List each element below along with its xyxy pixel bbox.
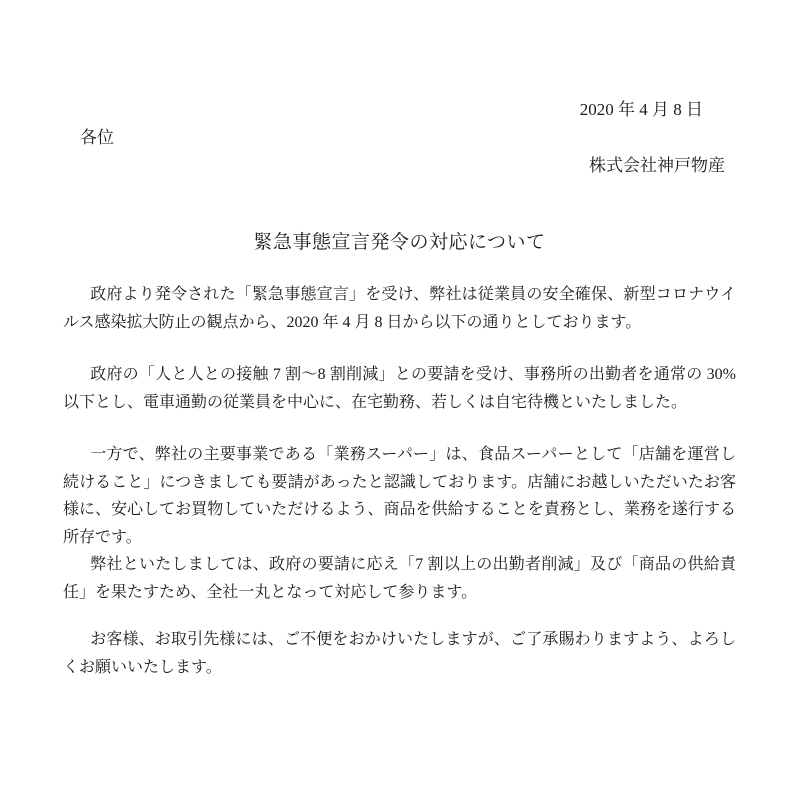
paragraph-intro: 政府より発令された「緊急事態宣言」を受け、弊社は従業員の安全確保、新型コロナウイルス感染拡大防止の観点から、2020 年 4 月 8 日から以下の通りとしております。 <box>63 286 736 331</box>
document-title: 緊急事態宣言発令の対応について <box>253 232 546 253</box>
paragraph-company-commitment: 弊社といたしましては、政府の要請に応え「7 割以上の出勤者削減」及び「商品の供給責任」を果たすため、全社一丸となって対応して参ります。 <box>63 556 736 601</box>
recipient-line: 各位 <box>80 128 114 147</box>
date-line: 2020 年 4 月 8 日 <box>579 100 703 119</box>
company-name: 株式会社神戸物産 <box>589 156 725 175</box>
paragraph-office-attendance: 政府の「人と人との接触 7 割～8 割削減」との要請を受け、事務所の出勤者を通常の 30%以下とし、電車通勤の従業員を中心に、在宅勤務、若しくは自宅待機といたしました。 <box>63 366 736 411</box>
paragraph-store-operation: 一方で、弊社の主要事業である「業務スーパー」は、食品スーパーとして「店舗を運営し続けること」につきましても要請があったと認識しております。店舗にお越しいただいたお客様に、安心してお買物していただけるよう、商品を供給することを責務とし、業務を遂行する所存です。 <box>63 446 736 546</box>
paragraph-closing: お客様、お取引先様には、ご不便をおかけいたしますが、ご了承賜わりますよう、よろしくお願いいたします。 <box>63 631 736 676</box>
